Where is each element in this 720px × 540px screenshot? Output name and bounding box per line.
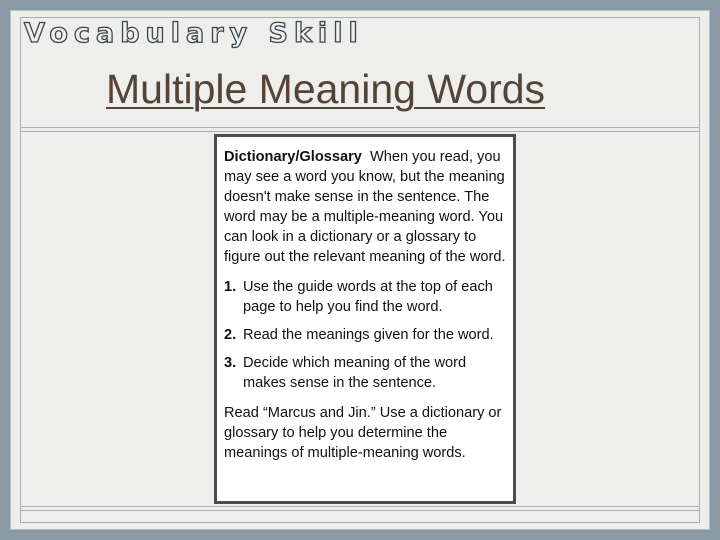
list-item: [224, 277, 513, 317]
closing-paragraph: Read “Marcus and Jin.” Use a dictionary or glossary to help you determine the meanings of multiple-meaning words.: [224, 405, 502, 461]
step-number: 2.: [224, 327, 237, 343]
lead-term: Dictionary/Glossary: [224, 149, 362, 165]
left-frame-line: [20, 17, 21, 523]
section-kicker: Vocabulary Skill: [24, 18, 364, 49]
list-item: [224, 353, 513, 393]
bottom-frame-line: [20, 506, 700, 507]
right-frame-line: [699, 17, 700, 523]
bottom-edge-line: [20, 522, 700, 523]
step-text: Use the guide words at the top of each page to help you find the word.: [243, 279, 493, 315]
intro-text: When you read, you may see a word you know, but the meaning doesn't make sense in the sentence. The word may be a multiple-meaning word. You can look in a dictionary or a glossary to figure out the relevant meaning of the word.: [224, 149, 506, 265]
list-item: [224, 325, 513, 345]
glossary-text-box: [214, 134, 516, 504]
slide: [10, 10, 710, 530]
title-divider-line: [20, 127, 700, 128]
step-text: Read the meanings given for the word.: [243, 327, 494, 343]
steps-list: [224, 277, 513, 393]
slide-title: Multiple Meaning Words: [106, 66, 546, 112]
step-number: 1.: [224, 279, 237, 295]
intro-paragraph: [224, 147, 513, 267]
title-divider-line-2: [20, 131, 700, 132]
step-number: 3.: [224, 355, 237, 371]
step-text: Decide which meaning of the word makes sense in the sentence.: [243, 355, 467, 391]
bottom-frame-line-2: [20, 510, 700, 511]
